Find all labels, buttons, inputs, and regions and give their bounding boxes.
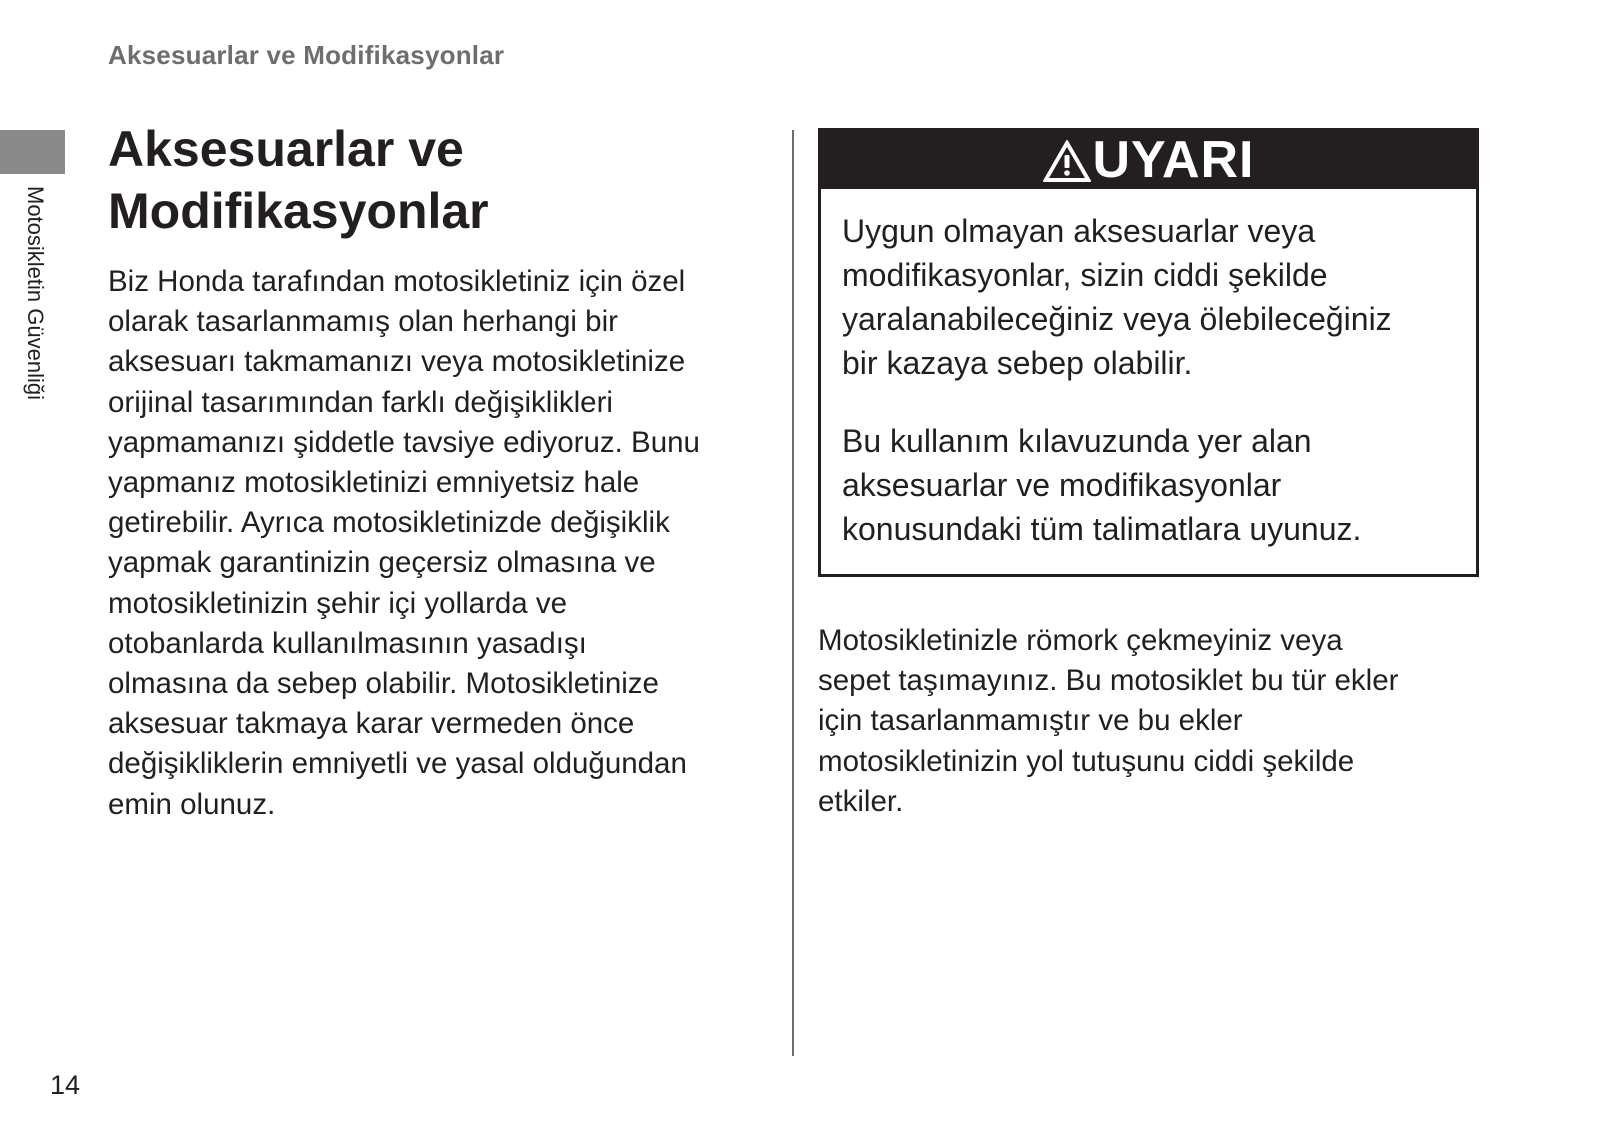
warning-body: [821, 189, 1476, 551]
section-tab-marker: [0, 130, 65, 174]
column-divider: [792, 130, 794, 1056]
section-title: [108, 118, 763, 242]
warning-header: [821, 131, 1476, 189]
warning-box: [818, 128, 1479, 577]
text-line: otobanlarda kullanılmasının yasadışı: [108, 626, 587, 660]
text-line: olmasına da sebep olabilir. Motosikletinize: [108, 667, 659, 701]
text-line: için tasarlanmamıştır ve bu ekler: [818, 704, 1243, 738]
section-tab-label: Motosikletin Güvenliği: [23, 186, 48, 400]
intro-paragraph: [108, 262, 763, 825]
page-number: 14: [50, 1070, 81, 1100]
warning-paragraph: [842, 419, 1456, 551]
text-line: sepet taşımayınız. Bu motosiklet bu tür ekler: [818, 664, 1399, 698]
section-title-line: Aksesuarlar ve: [108, 121, 464, 177]
text-line: değişikliklerin emniyetli ve yasal olduğundan: [108, 747, 687, 781]
text-line: aksesuar takmaya karar vermeden önce: [108, 707, 635, 741]
left-column: [108, 118, 763, 825]
warning-triangle-icon: [1042, 139, 1092, 183]
running-header: Aksesuarlar ve Modifikasyonlar: [108, 40, 505, 70]
text-line: etkiler.: [818, 784, 904, 818]
text-line: yapmamanızı şiddetle tavsiye ediyoruz. Bunu: [108, 425, 700, 459]
text-line: emin olunuz.: [108, 787, 276, 821]
section-title-line: Modifikasyonlar: [108, 183, 489, 239]
text-line: Biz Honda tarafından motosikletiniz için özel: [108, 265, 686, 298]
text-line: Motosikletinizle römork çekmeyiniz veya: [818, 624, 1343, 657]
text-line: orijinal tasarımından farklı değişiklikleri: [108, 385, 613, 419]
text-line: aksesuarı takmamanızı veya motosikletinize: [108, 345, 686, 379]
text-line: olarak tasarlanmamış olan herhangi bir: [108, 305, 618, 339]
text-line: Bu kullanım kılavuzunda yer alan: [842, 423, 1312, 459]
text-line: yapmanız motosikletinizi emniyetsiz hale: [108, 466, 640, 500]
text-line: Uygun olmayan aksesuarlar veya: [842, 213, 1316, 249]
warning-paragraph: [842, 209, 1456, 385]
text-line: bir kazaya sebep olabilir.: [842, 345, 1193, 381]
text-line: yapmak garantinizin geçersiz olmasına ve: [108, 546, 656, 580]
warning-title: UYARI: [1092, 131, 1255, 189]
text-line: aksesuarlar ve modifikasyonlar: [842, 467, 1282, 503]
text-line: getirebilir. Ayrıca motosikletinizde değişiklik: [108, 506, 670, 540]
text-line: konusundaki tüm talimatlara uyunuz.: [842, 511, 1362, 547]
towing-paragraph: [818, 621, 1478, 822]
text-line: motosikletinizin yol tutuşunu ciddi şekilde: [818, 744, 1355, 778]
text-line: motosikletinizin şehir içi yollarda ve: [108, 586, 568, 620]
text-line: modifikasyonlar, sizin ciddi şekilde: [842, 257, 1328, 293]
text-line: yaralanabileceğiniz veya ölebileceğiniz: [842, 301, 1392, 337]
